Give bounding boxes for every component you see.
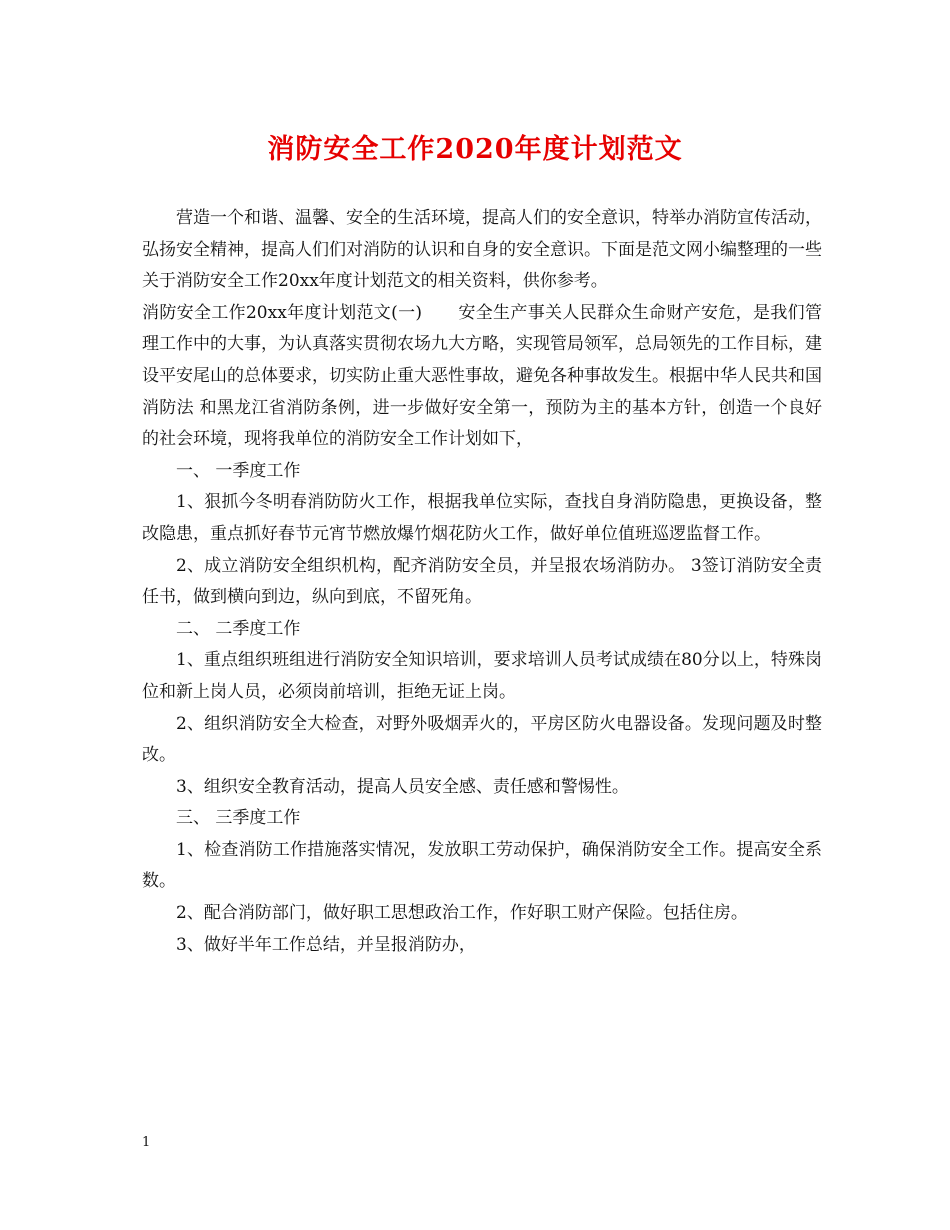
- q3-item-1: 1、检查消防工作措施落实情况，发放职工劳动保护，确保消防安全工作。提高安全系数。: [142, 839, 822, 892]
- intro-paragraph: 营造一个和谐、温馨、安全的生活环境，提高人们的安全意识，特举办消防宣传活动，弘扬安全精神，提高人们们对消防的认识和自身的安全意识。下面是范文网小编整理的一些关于消防安全工作20xx年度计划范文的相关资料，供你参考。: [142, 208, 822, 292]
- q2-heading: 二、 二季度工作: [176, 618, 301, 639]
- q3-heading: 三、 三季度工作: [176, 808, 301, 829]
- q3-item-3: 3、做好半年工作总结，并呈报消防办，: [176, 934, 476, 955]
- q2-item-2: 2、组织消防安全大检查，对野外吸烟弄火的，平房区防火电器设备。发现问题及时整改。: [142, 713, 822, 766]
- section-title: 消防安全工作20xx年度计划范文(一): [142, 302, 423, 323]
- q2-item-1: 1、重点组织班组进行消防安全知识培训，要求培训人员考试成绩在80分以上，特殊岗位和新上岗人员，必须岗前培训，拒绝无证上岗。: [142, 650, 822, 702]
- q1-heading: 一、 一季度工作: [176, 460, 301, 481]
- section-paragraph: [142, 298, 822, 456]
- q1-item-2: 2、成立消防安全组织机构，配齐消防安全员，并呈报农场消防办。 3签订消防安全责任书，做到横向到边，纵向到底，不留死角。: [142, 555, 822, 608]
- q1-item-1: 1、狠抓今冬明春消防防火工作，根据我单位实际，查找自身消防隐患，更换设备，整改隐患，重点抓好春节元宵节燃放爆竹烟花防火工作，做好单位值班巡逻监督工作。: [142, 492, 822, 544]
- document-title: 消防安全工作2020年度计划范文: [267, 134, 683, 165]
- document-body: [142, 203, 822, 961]
- q2-item-3: 3、组织安全教育活动，提高人员安全感、责任感和警惕性。: [176, 776, 629, 797]
- page-number: 1: [142, 1135, 151, 1150]
- q3-item-2: 2、配合消防部门，做好职工思想政治工作，作好职工财产保险。包括住房。: [176, 903, 748, 924]
- section-intro: 安全生产事关人民群众生命财产安危，是我们管理工作中的大事，为认真落实贯彻农场九大方略，实现管局领军，总局领先的工作目标，建设平安尾山的总体要求，切实防止重大恶性事故，避免各种事故发生。根据中华人民共和国消防法 和黑龙江省消防条例，进一步做好安全第一，预防为主的基本方针，创造一个良好的社会环境，现将我单位的消防安全工作计划如下，: [142, 302, 823, 450]
